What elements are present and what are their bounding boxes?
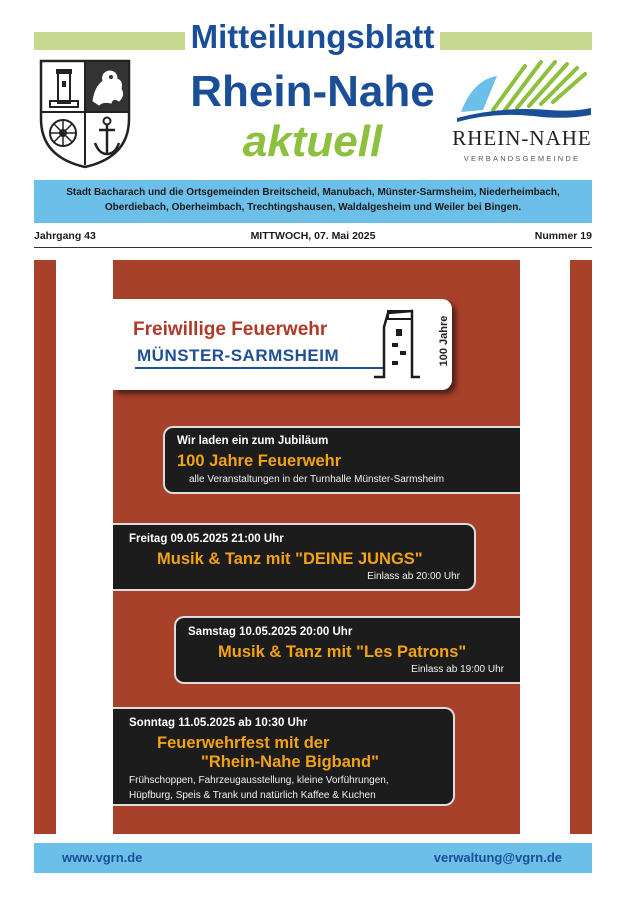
event-friday-entry: Einlass ab 20:00 Uhr	[367, 571, 460, 582]
footer-bar	[34, 843, 592, 873]
issue-info-bar	[34, 229, 592, 248]
issue-date: MITTWOCH, 07. Mai 2025	[250, 230, 376, 242]
event-poster	[113, 260, 520, 834]
vg-logo-subtitle: VERBANDSGEMEINDE	[463, 154, 581, 163]
jubilee-box	[163, 426, 520, 494]
newspaper-title: Mitteilungsblatt	[0, 18, 625, 56]
right-decor-bar	[570, 260, 592, 834]
vg-logo-name: RHEIN-NAHE	[452, 126, 592, 150]
issue-volume: Jahrgang 43	[34, 230, 96, 242]
banner-line-2: Oberdiebach, Oberheimbach, Trechtingshausen, Waldalgesheim und Weiler bei Bingen.	[104, 202, 522, 213]
event-sunday-desc-1: Frühschoppen, Fahrzeugausstellung, kleine Vorführungen,	[129, 775, 389, 786]
tower-icon	[372, 307, 422, 381]
org-underline	[135, 367, 385, 369]
event-saturday-entry: Einlass ab 19:00 Uhr	[411, 664, 504, 675]
issue-number: Nummer 19	[534, 230, 592, 242]
org-name: Freiwillige Feuerwehr	[133, 319, 328, 340]
event-sunday-when: Sonntag 11.05.2025 ab 10:30 Uhr	[129, 717, 308, 729]
tagline: aktuell	[242, 117, 383, 166]
left-decor-bar	[34, 260, 56, 834]
event-sunday	[113, 707, 455, 806]
org-location: MÜNSTER-SARMSHEIM	[137, 346, 340, 365]
banner-line-1: Stadt Bacharach und die Ortsgemeinden Breitscheid, Manubach, Münster-Sarmsheim, Niederheimbach,	[66, 187, 560, 198]
event-sunday-band: "Rhein-Nahe Bigband"	[201, 753, 379, 771]
event-sunday-title: Feuerwehrfest mit der	[157, 734, 330, 752]
event-saturday-when: Samstag 10.05.2025 20:00 Uhr	[188, 626, 353, 638]
event-sunday-desc-2: Hüpfburg, Speis & Trank und natürlich Kaffee & Kuchen	[129, 790, 376, 801]
event-friday-when: Freitag 09.05.2025 21:00 Uhr	[129, 533, 284, 545]
region-title: Rhein-Nahe	[190, 67, 435, 116]
coat-of-arms-icon	[37, 57, 133, 171]
jubilee-location: alle Veranstaltungen in der Turnhalle Münster-Sarmsheim	[189, 474, 445, 485]
years-badge: 100 Jahre	[438, 315, 450, 367]
event-friday-what: Musik & Tanz mit "DEINE JUNGS"	[157, 550, 423, 568]
event-friday	[113, 523, 476, 591]
website-link[interactable]: www.vgrn.de	[62, 850, 143, 865]
event-saturday	[174, 616, 520, 684]
email-link[interactable]: verwaltung@vgrn.de	[433, 850, 562, 865]
event-saturday-what: Musik & Tanz mit "Les Patrons"	[218, 643, 467, 661]
fire-brigade-card	[113, 299, 452, 390]
municipalities-banner	[34, 180, 592, 223]
jubilee-headline: 100 Jahre Feuerwehr	[177, 452, 342, 470]
jubilee-invite: Wir laden ein zum Jubiläum	[177, 435, 329, 447]
